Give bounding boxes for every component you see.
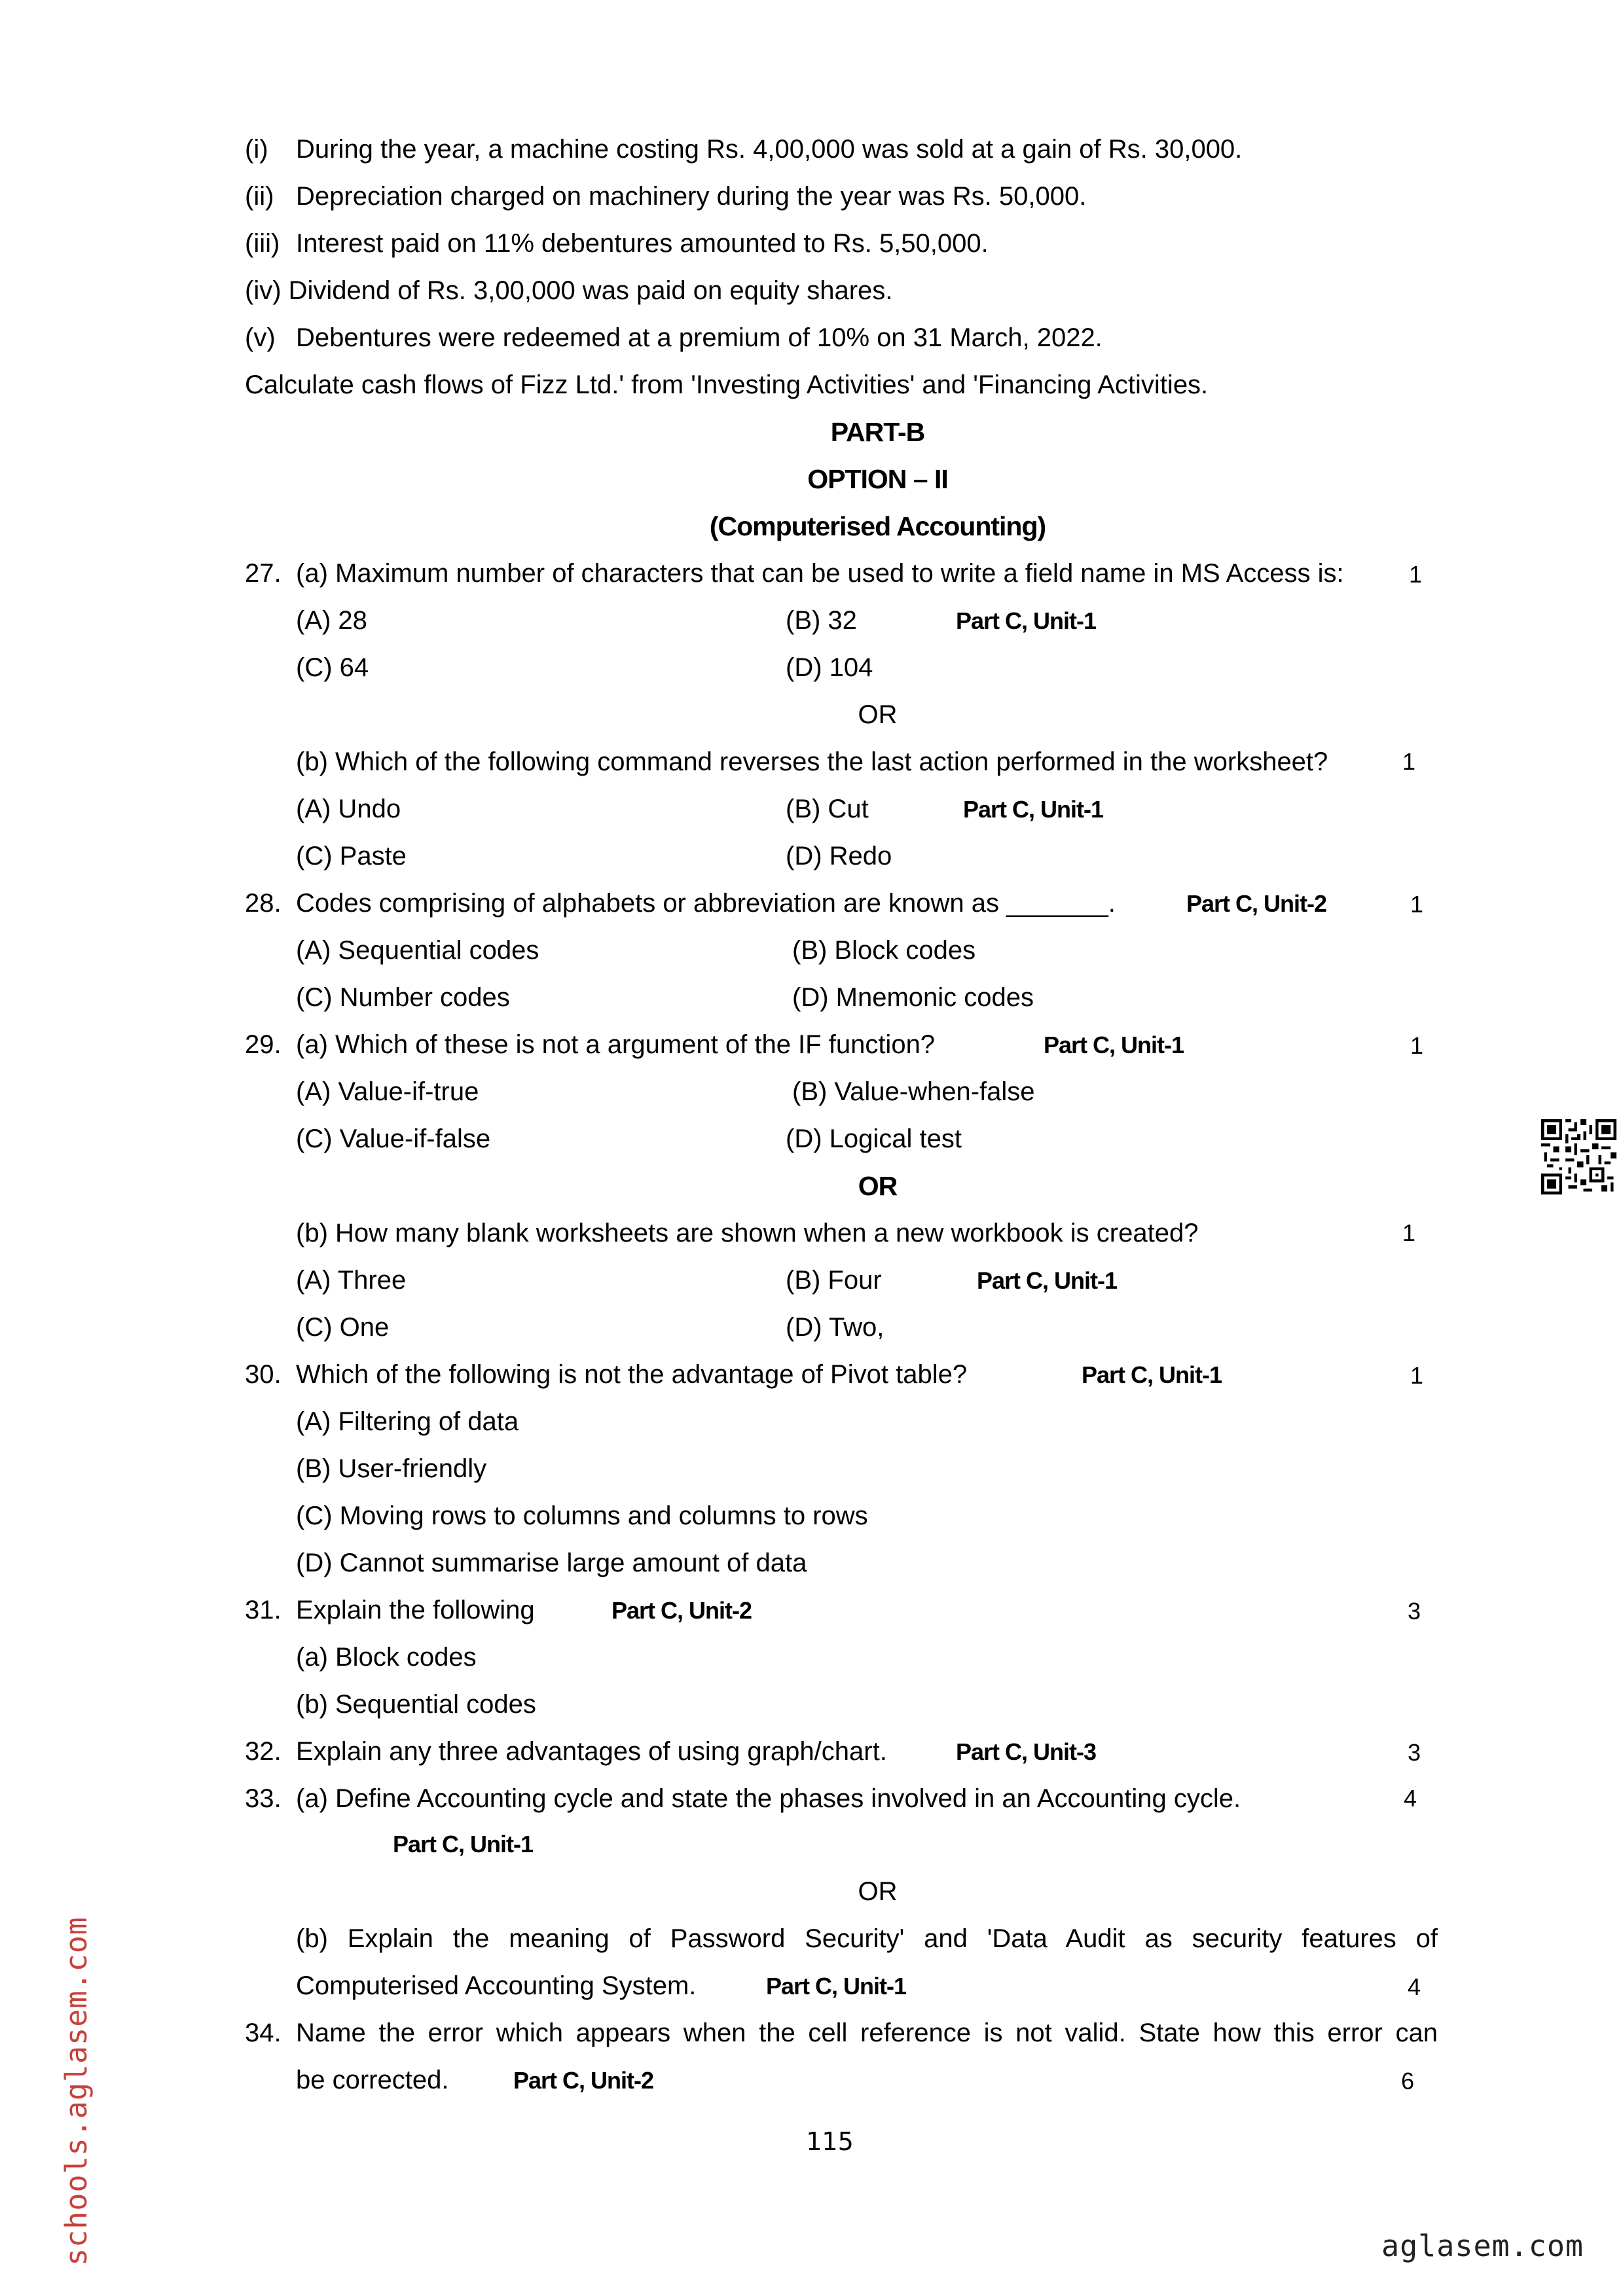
option-heading: OPTION – II — [807, 464, 948, 494]
option: (C) Number codes — [296, 983, 510, 1012]
question-number: 29. — [245, 1030, 282, 1059]
sub-part: (a) Block codes — [296, 1643, 477, 1672]
unit-reference: Part C, Unit-1 — [393, 1831, 534, 1857]
page-number: 115 — [806, 2127, 854, 2156]
question-text: (a) Maximum number of characters that can be used to write a field name in MS Access is: — [296, 559, 1344, 588]
question-text: (b) Explain the meaning of Password Security' and 'Data Audit as security features of — [296, 1924, 1438, 1953]
intro-item-num: (i) — [245, 135, 268, 164]
qr-code-icon — [1541, 1119, 1616, 1194]
option: (B) Four — [786, 1266, 882, 1295]
question-number: 27. — [245, 559, 282, 588]
option: (D) Mnemonic codes — [792, 983, 1034, 1012]
intro-item-text: Debentures were redeemed at a premium of 10% on 31 March, 2022. — [296, 323, 1103, 352]
marks: 1 — [1410, 891, 1424, 918]
or-separator: OR — [858, 700, 898, 729]
intro-item-num: (iii) — [245, 229, 280, 258]
option: (D) Two, — [786, 1313, 884, 1342]
question-text: (b) How many blank worksheets are shown when a new workbook is created? — [296, 1219, 1199, 1247]
intro-item-text: (iv) Dividend of Rs. 3,00,000 was paid on equity shares. — [245, 276, 893, 305]
option: (A) Filtering of data — [296, 1407, 519, 1436]
marks: 4 — [1408, 1973, 1421, 2000]
or-separator: OR — [858, 1171, 898, 1201]
question-number: 33. — [245, 1784, 282, 1813]
option: (C) Paste — [296, 842, 407, 870]
option: (D) 104 — [786, 653, 873, 682]
option: (B) 32 — [786, 606, 857, 635]
option: (B) Block codes — [792, 936, 976, 965]
option: (A) 28 — [296, 606, 367, 635]
sub-part: (b) Sequential codes — [296, 1690, 536, 1719]
unit-reference: Part C, Unit-2 — [611, 1597, 752, 1624]
intro-instruction: Calculate cash flows of Fizz Ltd.' from 'Investing Activities' and 'Financing Activities. — [245, 370, 1209, 399]
marks: 1 — [1402, 1219, 1416, 1246]
unit-reference: Part C, Unit-1 — [766, 1973, 907, 2000]
option: (D) Cannot summarise large amount of data — [296, 1549, 807, 1577]
unit-reference: Part C, Unit-2 — [1186, 890, 1327, 917]
unit-reference: Part C, Unit-1 — [956, 607, 1097, 634]
or-separator: OR — [858, 1877, 898, 1906]
option: (C) One — [296, 1313, 390, 1342]
question-text: (b) Which of the following command reverses the last action performed in the worksheet? — [296, 747, 1328, 776]
unit-reference: Part C, Unit-1 — [963, 796, 1104, 823]
question-text-continued: be corrected. — [296, 2066, 449, 2094]
marks: 1 — [1402, 748, 1416, 775]
intro-item-num: (v) — [245, 323, 276, 352]
question-number: 34. — [245, 2018, 282, 2047]
unit-reference: Part C, Unit-2 — [513, 2067, 654, 2094]
intro-item-text: Depreciation charged on machinery during the year was Rs. 50,000. — [296, 182, 1087, 211]
option: (A) Value-if-true — [296, 1077, 479, 1106]
option: (A) Three — [296, 1266, 407, 1295]
question-number: 30. — [245, 1360, 282, 1389]
marks: 6 — [1401, 2068, 1415, 2094]
option: (B) Cut — [786, 795, 869, 823]
option: (D) Logical test — [786, 1124, 962, 1153]
subject-heading: (Computerised Accounting) — [709, 511, 1046, 541]
option: (B) Value-when-false — [792, 1077, 1035, 1106]
question-text: Name the error which appears when the cell reference is not valid. State how this error can — [296, 2018, 1438, 2047]
option: (A) Undo — [296, 795, 401, 823]
part-heading: PART-B — [830, 417, 925, 447]
marks: 4 — [1404, 1785, 1417, 1812]
question-text: Explain the following — [296, 1596, 535, 1624]
question-number: 32. — [245, 1737, 282, 1766]
unit-reference: Part C, Unit-1 — [977, 1267, 1118, 1294]
question-number: 31. — [245, 1596, 282, 1624]
intro-item-num: (ii) — [245, 182, 274, 211]
unit-reference: Part C, Unit-3 — [956, 1738, 1097, 1765]
option: (D) Redo — [786, 842, 892, 870]
option: (C) Value-if-false — [296, 1124, 491, 1153]
question-text: (a) Define Accounting cycle and state the phases involved in an Accounting cycle. — [296, 1784, 1241, 1813]
option: (B) User-friendly — [296, 1454, 487, 1483]
question-text-continued: Computerised Accounting System. — [296, 1971, 697, 2000]
question-text: Which of the following is not the advantage of Pivot table? — [296, 1360, 968, 1389]
marks: 3 — [1408, 1598, 1421, 1624]
marks: 1 — [1410, 1362, 1424, 1389]
watermark-bottom: aglasem.com — [1381, 2229, 1584, 2263]
marks: 1 — [1409, 561, 1423, 588]
option: (C) 64 — [296, 653, 369, 682]
unit-reference: Part C, Unit-1 — [1082, 1361, 1222, 1388]
intro-item-text: Interest paid on 11% debentures amounted to Rs. 5,50,000. — [296, 229, 989, 258]
option: (A) Sequential codes — [296, 936, 539, 965]
marks: 3 — [1408, 1739, 1421, 1766]
option: (C) Moving rows to columns and columns to rows — [296, 1501, 868, 1530]
watermark-side: schools.aglasem.com — [59, 1916, 94, 2266]
unit-reference: Part C, Unit-1 — [1044, 1031, 1184, 1058]
question-text: (a) Which of these is not a argument of the IF function? — [296, 1030, 936, 1059]
question-text: Codes comprising of alphabets or abbreviation are known as _______. — [296, 889, 1116, 918]
question-text: Explain any three advantages of using graph/chart. — [296, 1737, 887, 1766]
intro-item-text: During the year, a machine costing Rs. 4,00,000 was sold at a gain of Rs. 30,000. — [296, 135, 1243, 164]
question-number: 28. — [245, 889, 282, 918]
marks: 1 — [1410, 1032, 1424, 1059]
